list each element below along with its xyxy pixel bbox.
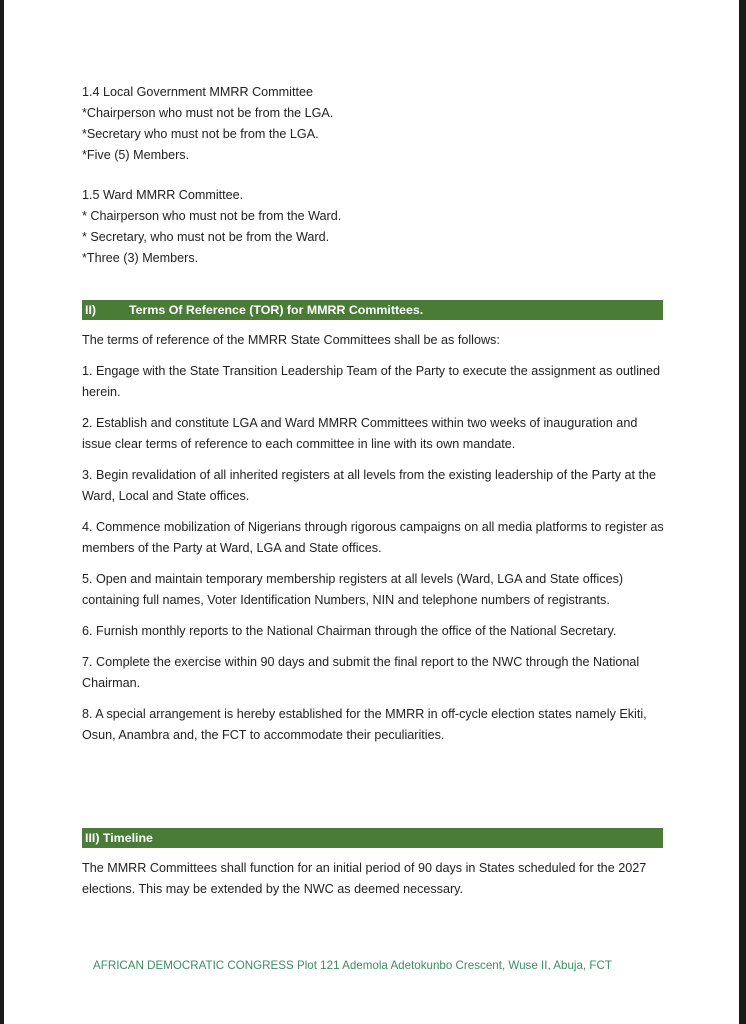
list-item: *Three (3) Members.: [82, 251, 199, 265]
section-title: III) Timeline: [85, 831, 153, 845]
timeline-text: The MMRR Committees shall function for an initial period of 90 days in States scheduled for the 2027 elections. This may be extended by the NWC as deemed necessary.: [82, 861, 647, 896]
section-intro: The terms of reference of the MMRR State Committees shall be as follows:: [82, 333, 500, 347]
section-heading: 1.4 Local Government MMRR Committee: [82, 85, 313, 99]
list-item: 3. Begin revalidation of all inherited registers at all levels from the existing leadership of the Party at the Ward, Local and State offices.: [82, 468, 657, 503]
list-item: 7. Complete the exercise within 90 days and submit the final report to the NWC through the National Chairman.: [82, 655, 640, 690]
section-title: Terms Of Reference (TOR) for MMRR Committees.: [129, 303, 424, 317]
list-item: 2. Establish and constitute LGA and Ward MMRR Committees within two weeks of inauguration and issue clear terms of reference to each committee in line with its own mandate.: [82, 416, 638, 451]
list-item: 8. A special arrangement is hereby established for the MMRR in off-cycle election states namely Ekiti, Osun, Anambra and, the FCT to accommodate their peculiarities.: [82, 707, 647, 742]
section-header-timeline: [82, 828, 663, 848]
list-item: *Chairperson who must not be from the LGA.: [82, 106, 334, 120]
list-item: 4. Commence mobilization of Nigerians through rigorous campaigns on all media platforms to register as members of the Party at Ward, LGA and State offices.: [82, 520, 664, 555]
section-ward-committee: [82, 185, 667, 269]
document-page: [4, 0, 739, 1024]
section-local-government-committee: [82, 82, 667, 166]
section-number: II): [85, 303, 97, 317]
list-item: * Chairperson who must not be from the Ward.: [82, 209, 342, 223]
section-heading: 1.5 Ward MMRR Committee.: [82, 188, 244, 202]
section-terms-of-reference-body: [82, 330, 667, 746]
list-item: *Five (5) Members.: [82, 148, 190, 162]
section-timeline-body: [82, 858, 667, 900]
list-item: * Secretary, who must not be from the Ward.: [82, 230, 330, 244]
footer-address: AFRICAN DEMOCRATIC CONGRESS Plot 121 Ademola Adetokunbo Crescent, Wuse II, Abuja, FCT: [93, 959, 612, 972]
section-header-terms-of-reference: [82, 300, 663, 320]
list-item: 5. Open and maintain temporary membership registers at all levels (Ward, LGA and State offices) containing full names, Voter Identification Numbers, NIN and telephone numbers of registrants.: [82, 572, 624, 607]
list-item: 1. Engage with the State Transition Leadership Team of the Party to execute the assignment as outlined herein.: [82, 364, 661, 399]
list-item: *Secretary who must not be from the LGA.: [82, 127, 319, 141]
list-item: 6. Furnish monthly reports to the National Chairman through the office of the National Secretary.: [82, 624, 617, 638]
